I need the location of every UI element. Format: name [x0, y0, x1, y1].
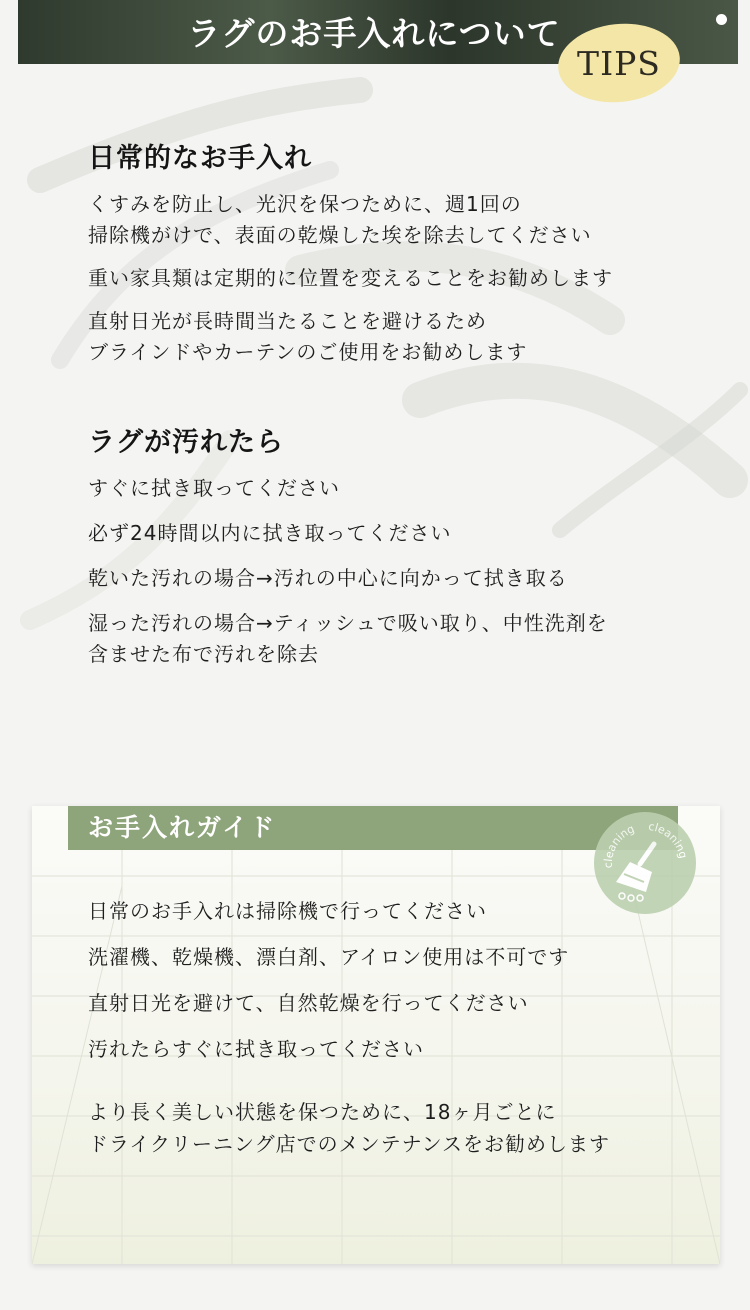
cleaning-badge-text-right: cleaning	[647, 819, 690, 860]
guide-item: 日常のお手入れは掃除機で行ってください	[88, 899, 487, 923]
daily-care-heading: 日常的なお手入れ	[88, 143, 312, 174]
daily-care-item: 直射日光が長時間当たることを避けるため ブラインドやカーテンのご使用をお勧めします	[88, 309, 528, 364]
header-dot	[716, 14, 727, 25]
guide-item: 直射日光を避けて、自然乾燥を行ってください	[88, 991, 529, 1015]
tips-badge-label: TIPS	[577, 43, 661, 83]
cleaning-badge	[594, 812, 696, 914]
guide-list	[88, 896, 708, 1080]
daily-care-item: 重い家具類は定期的に位置を変えることをお勧めします	[88, 266, 613, 290]
daily-care-item: くすみを防止し、光沢を保つために、週1回の 掃除機がけで、表面の乾燥した埃を除去してください	[88, 192, 592, 247]
cleaning-badge-graphic	[594, 812, 696, 914]
stains-item: 湿った汚れの場合→ティッシュで吸い取り、中性洗剤を 含ませた布で汚れを除去	[88, 611, 608, 666]
daily-care-section	[88, 136, 708, 380]
guide-item: 汚れたらすぐに拭き取ってください	[88, 1037, 424, 1061]
stains-item: すぐに拭き取ってください	[88, 476, 340, 500]
broom-icon	[616, 844, 654, 901]
stains-heading: ラグが汚れたら	[88, 427, 284, 458]
guide-label: お手入れガイド	[68, 806, 678, 850]
stains-item: 乾いた汚れの場合→汚れの中心に向かって拭き取る	[88, 566, 568, 590]
guide-note: より長く美しい状態を保つために、18ヶ月ごとに ドライクリーニング店でのメンテナンスをお勧めします	[88, 1100, 610, 1156]
page-title: ラグのお手入れについて	[187, 14, 561, 53]
stains-item: 必ず24時間以内に拭き取ってください	[88, 521, 452, 545]
guide-item: 洗濯機、乾燥機、漂白剤、アイロン使用は不可です	[88, 945, 570, 969]
cleaning-badge-text-left: cleaning	[601, 822, 637, 869]
stains-section	[88, 420, 708, 684]
